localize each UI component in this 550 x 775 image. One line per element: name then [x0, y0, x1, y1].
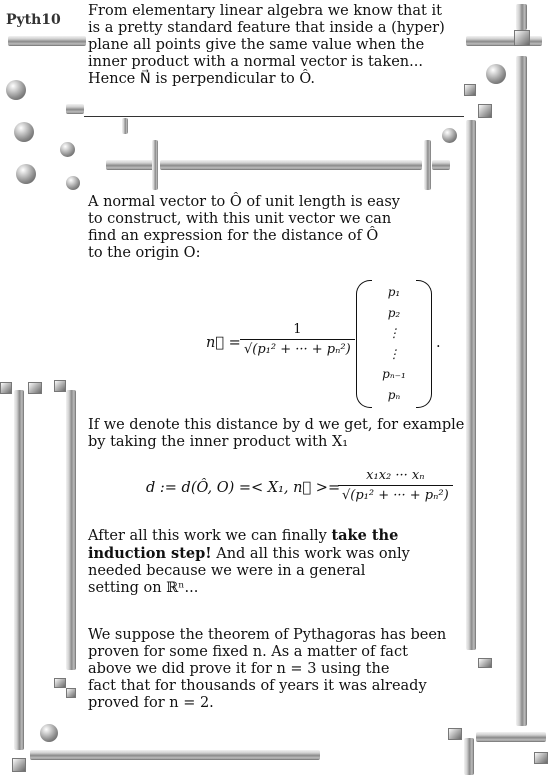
text-line: above we did prove it for n = 3 using the	[88, 661, 390, 677]
eq1-left-paren	[356, 280, 372, 408]
text-line: If we denote this distance by d we get, for example	[88, 417, 465, 433]
text-line: A normal vector to Ô of unit length is easy	[88, 194, 400, 210]
decor-knot-bottom-left	[12, 758, 26, 772]
decor-ball-7	[442, 128, 457, 143]
text-line: fact that for thousands of years it was already	[88, 678, 427, 694]
text-line: proved for n = 2.	[88, 695, 214, 711]
decor-bar-under-para1	[66, 104, 84, 114]
vector-entry: ⋮	[388, 346, 400, 361]
decor-knot-right-3	[478, 658, 492, 668]
text-line: We suppose the theorem of Pythagoras has been	[88, 627, 447, 643]
decor-knot-top-right	[514, 30, 530, 46]
eq1-numerator: 1	[293, 322, 302, 337]
decor-bar-left-vertical	[14, 390, 24, 750]
decor-knot-bottom-right-1	[448, 728, 462, 740]
text-line: From elementary linear algebra we know that it	[88, 3, 442, 19]
text-line: needed because we were in a general	[88, 563, 366, 579]
decor-knot-right-1	[464, 84, 476, 96]
decor-bar-right-inner	[466, 120, 476, 650]
decor-knot-left-1	[0, 382, 12, 394]
decor-bar-middle-vert-a	[152, 140, 158, 190]
paragraph-induction	[88, 527, 410, 597]
page-title: Pyth10	[6, 12, 61, 28]
bold-text: take the	[331, 527, 399, 544]
decor-ball-3	[16, 164, 36, 184]
text-line: After all this work we can finally take the	[88, 527, 399, 544]
eq2-denominator: √(p₁² + ··· + pₙ²)	[338, 485, 453, 503]
eq1-end: .	[436, 335, 441, 351]
eq2-numerator: x₁x₂ ··· xₙ	[366, 468, 425, 483]
decor-bar-bottom-right-h	[476, 732, 546, 742]
text-line: to construct, with this unit vector we can	[88, 211, 392, 227]
decor-knot-left-3	[54, 380, 66, 392]
decor-ball-5	[66, 176, 80, 190]
decor-knot-left-4	[54, 678, 66, 688]
eq2-fraction	[338, 468, 453, 503]
vector-entry: ⋮	[388, 326, 400, 340]
text-line: to the origin O:	[88, 245, 201, 261]
decor-bar-middle-vert-b	[424, 140, 431, 190]
decor-bar-middle-right	[432, 160, 450, 170]
decor-bar-top-left	[8, 36, 86, 46]
vector-entry: pₙ	[387, 387, 401, 402]
decor-bar-right-upper	[516, 4, 527, 30]
decor-bar-right-long	[516, 56, 527, 726]
paragraph-distance	[88, 417, 464, 451]
text-line: by taking the inner product with X₁	[88, 434, 349, 450]
decor-ball-2	[14, 122, 34, 142]
decor-knot-left-5	[66, 688, 76, 698]
decor-bar-middle-long	[160, 160, 422, 170]
decor-ball-8	[40, 724, 58, 742]
decor-knot-right-2	[478, 104, 492, 118]
text-line: Hence N⃗ is perpendicular to Ô.	[88, 71, 316, 87]
decor-ball-1	[6, 80, 26, 100]
decor-bar-small-vertical	[122, 118, 128, 134]
text-line: find an expression for the distance of Ô	[88, 228, 379, 244]
paragraph-intro	[88, 3, 445, 88]
decor-knot-left-2	[28, 382, 42, 394]
decor-bar-bottom	[30, 750, 320, 760]
eq1-right-paren	[416, 280, 432, 408]
decor-bar-bottom-right-v	[464, 738, 474, 775]
text-line: setting on ℝⁿ...	[88, 580, 199, 596]
vector-entry: p₁	[387, 285, 401, 299]
eq1-lhs: n⃗ =	[206, 335, 241, 351]
vector-entry: pₙ₋₁	[382, 367, 406, 381]
paragraph-normal-vector	[88, 194, 400, 262]
decor-knot-bottom-right-2	[534, 752, 548, 764]
paragraph-pythagoras	[88, 627, 446, 712]
text-line: is a pretty standard feature that inside a (hyper)	[88, 20, 445, 36]
text-line: proven for some fixed n. As a matter of fact	[88, 644, 408, 660]
eq1-denominator: √(p₁² + ··· + pₙ²)	[240, 339, 355, 357]
equation-distance	[146, 468, 466, 518]
decor-bar-top-right	[466, 36, 542, 46]
eq2-lhs: d := d(Ô, O) =< X₁, n⃗ >=	[146, 480, 341, 496]
eq1-fraction	[240, 322, 355, 357]
eq1-vector	[372, 282, 416, 405]
text-line: induction step! And all this work was only	[88, 545, 410, 562]
decor-ball-6	[486, 64, 506, 84]
decor-ball-4	[60, 142, 75, 157]
text-line: inner product with a normal vector is taken...	[88, 54, 423, 70]
equation-normal-vector	[206, 280, 446, 410]
decor-bar-middle-left	[106, 160, 154, 170]
text-line: plane all points give the same value when the	[88, 37, 425, 53]
vector-entry: p₂	[387, 305, 401, 320]
bold-text: induction step!	[88, 545, 212, 562]
decor-rule-under-para1	[84, 116, 464, 117]
decor-bar-left-inner	[66, 390, 76, 670]
